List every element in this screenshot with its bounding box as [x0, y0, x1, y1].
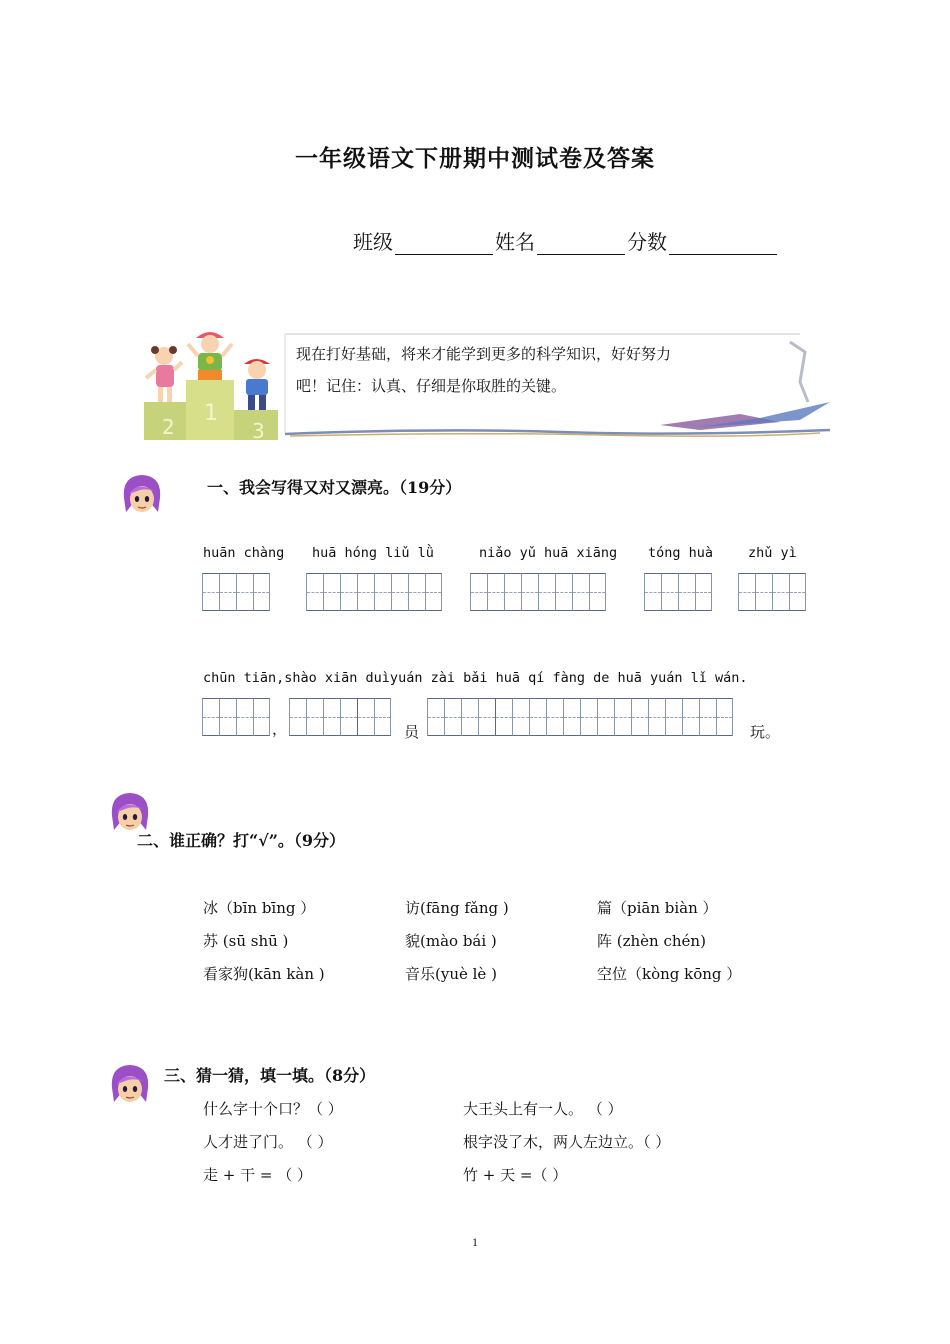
- class-label: 班级: [353, 230, 393, 254]
- podium-number-1: 1: [204, 401, 218, 426]
- encouragement-text: 现在打好基础，将来才能学到更多的科学知识，好好努力吧！记住：认真、仔细是你取胜的关键。: [296, 345, 672, 395]
- pinyin-3: niǎo yǔ huā xiāng: [479, 545, 618, 561]
- riddle-item[interactable]: 什么字十个口？（ ）: [203, 1100, 343, 1118]
- sentence-fill-text-1: 员: [404, 723, 420, 741]
- podium-number-2: 2: [162, 415, 175, 439]
- pinyin-4: tóng huà: [648, 545, 714, 561]
- choice-item[interactable]: 篇（piān biàn ）: [597, 899, 718, 917]
- writing-grid-4[interactable]: [644, 573, 712, 611]
- writing-grid-3[interactable]: [470, 573, 606, 611]
- riddle-item[interactable]: 走 + 干 = （ ）: [203, 1166, 312, 1184]
- choice-item[interactable]: 音乐(yuè lè ): [405, 965, 497, 983]
- student-info: [353, 226, 779, 255]
- writing-grid-1[interactable]: [202, 573, 270, 611]
- name-label: 姓名: [495, 230, 535, 254]
- sentence-grid-1[interactable]: [202, 698, 270, 736]
- page-title: 一年级语文下册期中测试卷及答案: [295, 145, 655, 172]
- girl-mascot-icon: [120, 472, 164, 518]
- riddle-item[interactable]: 竹 + 天 =（ ）: [463, 1166, 568, 1184]
- podium-number-3: 3: [252, 419, 265, 443]
- writing-grid-2[interactable]: [306, 573, 442, 611]
- pinyin-5: zhǔ yì: [748, 545, 797, 561]
- sentence-pinyin: chūn tiān,shào xiān duìyuán zài bǎi huā qí fàng de huā yuán lǐ wán.: [203, 670, 748, 686]
- choice-item[interactable]: 看家狗(kān kàn ): [203, 965, 325, 983]
- choice-item[interactable]: 空位（kòng kōng ）: [597, 965, 742, 983]
- page-number: 1: [472, 1235, 478, 1249]
- pinyin-2: huā hóng liǔ lǜ: [312, 545, 434, 561]
- riddle-item[interactable]: 大王头上有一人。 （ ）: [463, 1100, 623, 1118]
- choice-item[interactable]: 苏 (sū shū ): [203, 932, 289, 950]
- name-blank[interactable]: [537, 230, 625, 255]
- section-2-title: 二、谁正确？打“√”。（9分）: [137, 831, 346, 850]
- writing-grid-5[interactable]: [738, 573, 806, 611]
- choice-item[interactable]: 冰（bīn bīng ）: [203, 899, 316, 917]
- sentence-grid-2[interactable]: [289, 698, 391, 736]
- score-label: 分数: [627, 230, 667, 254]
- sentence-comma: ，: [272, 720, 288, 738]
- score-blank[interactable]: [669, 230, 777, 255]
- choice-item[interactable]: 访(fāng fǎng ): [405, 899, 509, 917]
- sentence-fill-text-2: 玩。: [750, 723, 781, 741]
- riddle-item[interactable]: 人才进了门。 （ ）: [203, 1133, 333, 1151]
- girl-mascot-icon: [108, 1062, 152, 1108]
- choice-item[interactable]: 貌(mào bái ): [405, 932, 497, 950]
- riddle-item[interactable]: 根字没了木，两人左边立。（ ）: [463, 1133, 671, 1151]
- section-3-title: 三、猜一猜，填一填。（8分）: [164, 1066, 376, 1085]
- choice-item[interactable]: 阵 (zhèn chén): [597, 932, 706, 950]
- section-1-title: 一、我会写得又对又漂亮。（19分）: [207, 478, 462, 497]
- class-blank[interactable]: [395, 230, 493, 255]
- sentence-grid-3[interactable]: [427, 698, 733, 736]
- pinyin-1: huān chàng: [203, 545, 285, 561]
